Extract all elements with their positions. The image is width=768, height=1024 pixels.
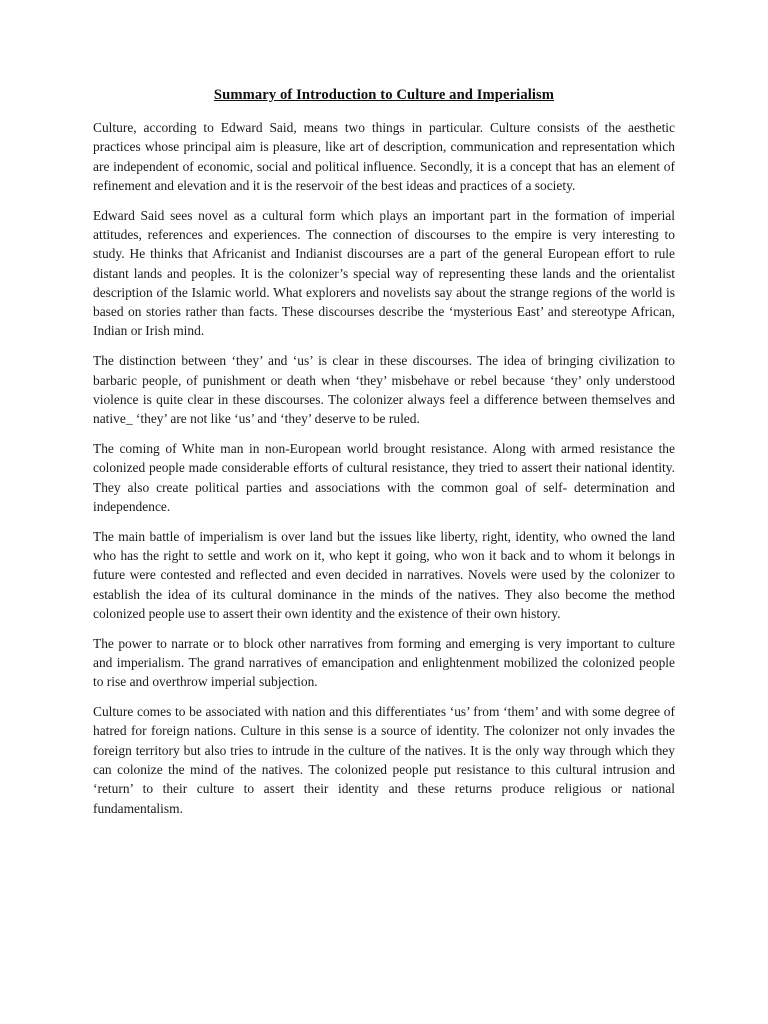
document-title: Summary of Introduction to Culture and Imperialism bbox=[213, 87, 555, 103]
paragraph-culture-and-nation: Culture comes to be associated with nation and this differentiates ‘us’ from ‘them’ and with some degree of hatred for foreign nations. Culture in this sense is a source of identity. The colonizer not only invades the foreign territory but also tries to intrude in the culture of the natives. It is the only way through which they can colonize the mind of the natives. The colonized people put resistance to this cultural intrusion and ‘return’ to their culture to assert their identity and these returns produce religious or national fundamentalism. bbox=[93, 704, 675, 816]
paragraph-battle-over-land: The main battle of imperialism is over land but the issues like liberty, right, identity, who owned the land who has the right to settle and work on it, who kept it going, who won it back and to whom it belongs in future were contested and reflected and even decided in narratives. Novels were used by the colonizer to establish the idea of its cultural dominance in the minds of the natives. They also become the method colonized people use to assert their own identity and the existence of their own history. bbox=[93, 528, 675, 621]
paragraph-novel-and-discourses: Edward Said sees novel as a cultural form which plays an important part in the formation of imperial attitudes, references and experiences. The connection of discourses to the empire is very interesting to study. He thinks that Africanist and Indianist discourses are a part of the general European effort to rule distant lands and peoples. It is the colonizer’s special way of representing these lands and the orientalist description of the Islamic world. What explorers and novelists say about the strange regions of the world is based on stories rather than facts. These discourses describe the ‘mysterious East’ and stereotype African, Indian or Irish mind. bbox=[93, 207, 675, 339]
paragraph-resistance: The coming of White man in non-European world brought resistance. Along with armed resistance the colonized people made considerable efforts of cultural resistance, they tried to assert their national identity. They also create political parties and associations with the common goal of self- determination and independence. bbox=[93, 440, 675, 514]
paragraph-culture-definition: Culture, according to Edward Said, means two things in particular. Culture consists of the aesthetic practices whose principal aim is pleasure, like art of description, communication and representation which are independent of economic, social and political influence. Secondly, it is a concept that has an element of refinement and elevation and it is the reservoir of the best ideas and practices of a society. bbox=[93, 120, 675, 193]
paragraph-they-and-us: The distinction between ‘they’ and ‘us’ is clear in these discourses. The idea of bringing civilization to barbaric people, of punishment or death when ‘they’ misbehave or rebel because ‘they’ only understood violence is quite clear in these discourses. The colonizer always feel a difference between themselves and native_ ‘they’ are not like ‘us’ and ‘they’ deserve to be ruled. bbox=[93, 353, 675, 427]
paragraph-power-to-narrate: The power to narrate or to block other narratives from forming and emerging is very important to culture and imperialism. The grand narratives of emancipation and enlightenment mobilized the colonized people to rise and overthrow imperial subjection. bbox=[93, 635, 675, 690]
